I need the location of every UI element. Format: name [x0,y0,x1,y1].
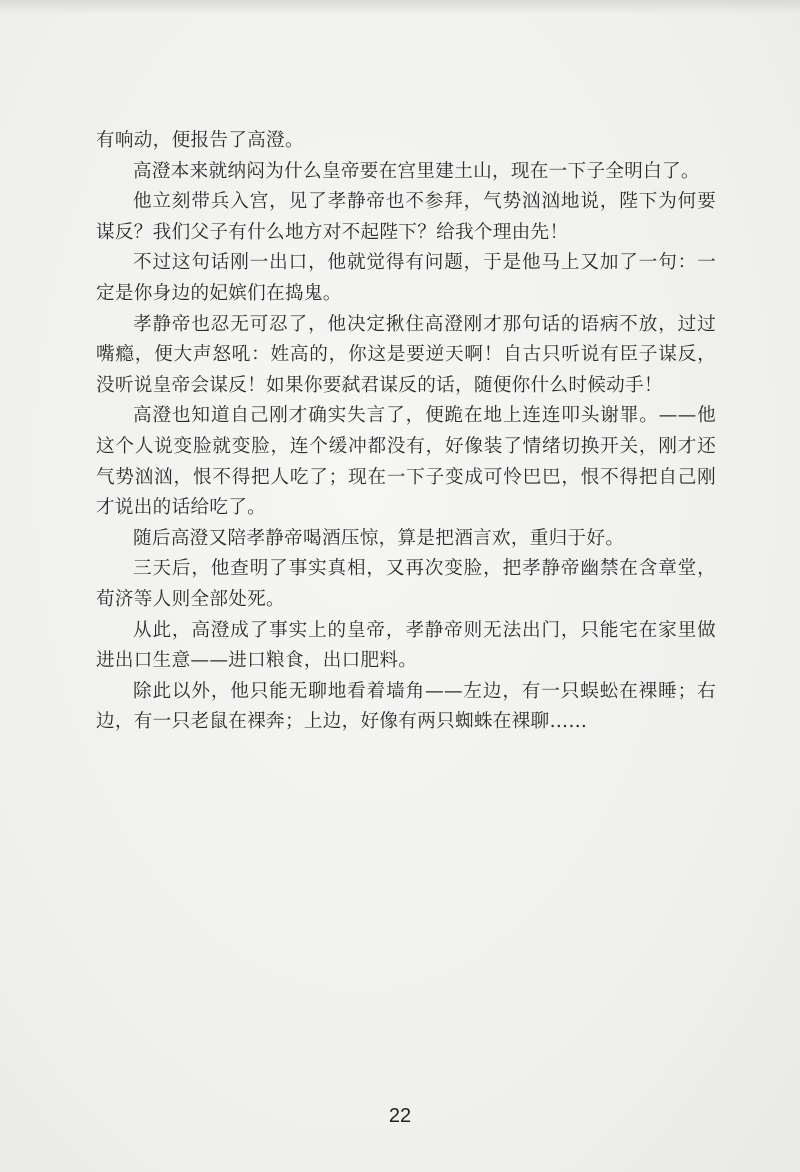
paragraph-3: 他立刻带兵入宫，见了孝静帝也不参拜，气势汹汹地说，陛下为何要谋反？我们父子有什么地方对不起陛下？给我个理由先！ [96,191,716,243]
paragraph-2: 高澄本来就纳闷为什么皇帝要在宫里建土山，现在一下子全明白了。 [133,160,700,182]
paragraph-8: 三天后，他查明了事实真相，又再次变脸，把孝静帝幽禁在含章堂，荀济等人则全部处死。 [96,558,716,610]
scan-top-shadow [0,0,800,14]
paragraph-4: 不过这句话刚一出口，他就觉得有问题，于是他马上又加了一句：一定是你身边的妃嫔们在捣鬼。 [96,252,716,304]
paragraph-9: 从此，高澄成了事实上的皇帝，孝静帝则无法出门，只能宅在家里做进出口生意——进口粮食，出口肥料。 [96,619,716,672]
body-text [96,126,716,738]
paragraph-1: 有响动，便报告了高澄。 [96,130,304,151]
paragraph-6: 高澄也知道自己刚才确实失言了，便跪在地上连连叩头谢罪。——他这个人说变脸就变脸，连个缓冲都没有，好像装了情绪切换开关，刚才还气势汹汹，恨不得把人吃了；现在一下子变成可怜巴巴，恨不得把自己刚才说出的话给吃了。 [96,405,716,519]
page-number: 22 [388,1105,412,1127]
paragraph-10: 除此以外，他只能无聊地看着墙角——左边，有一只蜈蚣在裸睡；右边，有一只老鼠在裸奔；上边，好像有两只蜘蛛在裸聊…… [96,680,716,733]
paragraph-7: 随后高澄又陪孝静帝喝酒压惊，算是把酒言欢，重归于好。 [133,527,625,549]
paragraph-5: 孝静帝也忍无可忍了，他决定揪住高澄刚才那句话的语病不放，过过嘴瘾，便大声怒吼：姓高的，你这是要逆天啊！自古只听说有臣子谋反，没听说皇帝会谋反！如果你要弑君谋反的话，随便你什么时候动手！ [96,313,716,396]
